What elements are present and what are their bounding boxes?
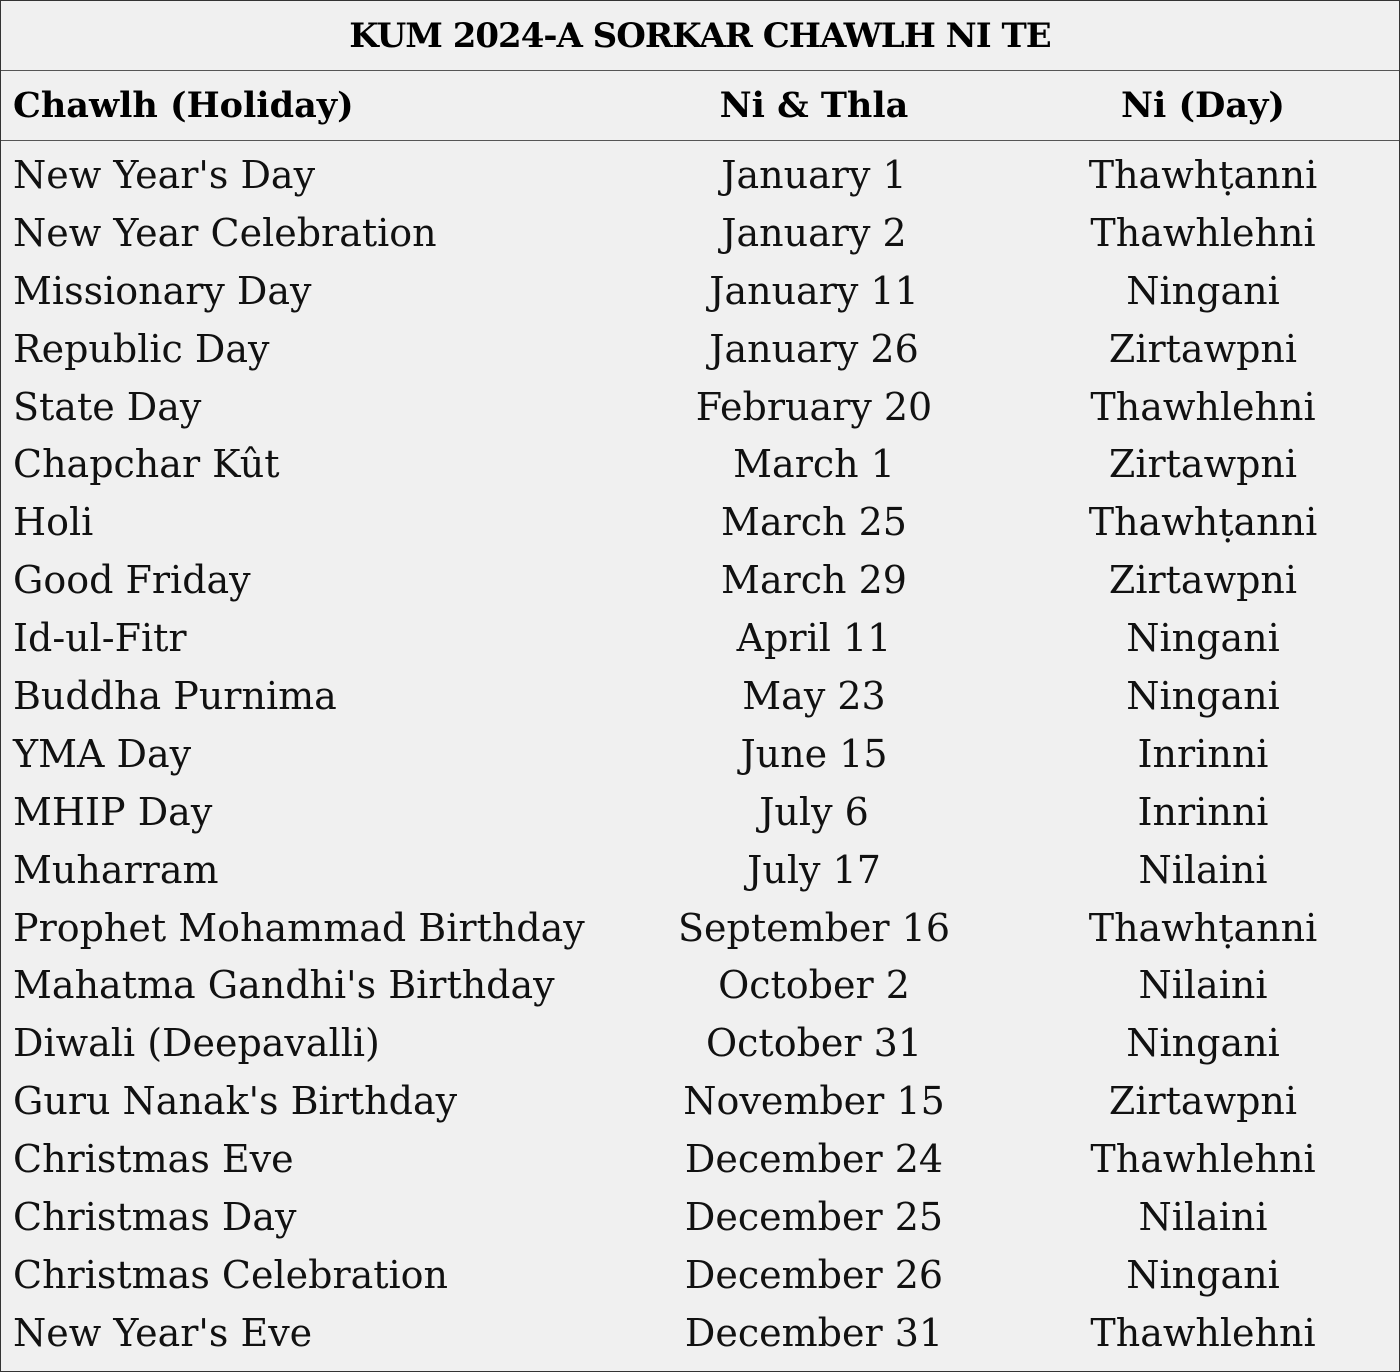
holiday-name: New Year's Day <box>13 152 316 197</box>
table-row <box>1 1072 1399 1130</box>
holiday-name: Good Friday <box>13 558 251 603</box>
holiday-name: Guru Nanak's Birthday <box>13 1079 458 1124</box>
table-row <box>1 956 1399 1014</box>
table-row <box>1 841 1399 899</box>
table-row <box>1 320 1399 378</box>
holiday-date: January 26 <box>709 326 919 371</box>
table-row <box>1 146 1399 204</box>
holiday-name: Muharram <box>13 847 219 892</box>
holiday-date: April 11 <box>736 616 892 661</box>
holiday-day: Thawhlehni <box>1090 1137 1316 1182</box>
table-title: KUM 2024-A SORKAR CHAWLH NI TE <box>349 15 1051 56</box>
table-row <box>1 899 1399 957</box>
holiday-day: Zirtawpni <box>1108 326 1298 371</box>
header-day: Ni (Day) <box>1121 85 1285 126</box>
table-row <box>1 551 1399 609</box>
holiday-date: March 1 <box>733 442 895 487</box>
holiday-name: State Day <box>13 384 202 429</box>
table-row <box>1 378 1399 436</box>
holiday-name: Id-ul-Fitr <box>13 616 187 661</box>
holiday-name: New Year's Eve <box>13 1310 313 1355</box>
holiday-date: June 15 <box>740 731 888 776</box>
table-row <box>1 1246 1399 1304</box>
holiday-date: December 31 <box>684 1310 944 1355</box>
table-row <box>1 1304 1399 1362</box>
table-row <box>1 609 1399 667</box>
holiday-date: December 25 <box>684 1194 944 1239</box>
holiday-day: Zirtawpni <box>1108 558 1298 603</box>
holiday-day: Ningani <box>1126 1021 1280 1066</box>
table-row <box>1 667 1399 725</box>
holiday-date: May 23 <box>742 673 886 718</box>
holiday-name: MHIP Day <box>13 789 213 834</box>
holiday-name: Christmas Celebration <box>13 1252 449 1297</box>
holiday-name: Prophet Mohammad Birthday <box>13 905 585 950</box>
holiday-name: Missionary Day <box>13 268 312 313</box>
holiday-name: Mahatma Gandhi's Birthday <box>13 963 555 1008</box>
table-row <box>1 262 1399 320</box>
holiday-date: January 11 <box>709 268 919 313</box>
holiday-date: July 6 <box>759 789 869 834</box>
holiday-date: October 31 <box>706 1021 922 1066</box>
holiday-day: Inrinni <box>1137 789 1269 834</box>
table-row <box>1 725 1399 783</box>
holiday-day: Ningani <box>1126 268 1280 313</box>
holiday-date: September 16 <box>677 905 951 950</box>
table-row <box>1 493 1399 551</box>
holiday-day: Ningani <box>1126 1252 1280 1297</box>
holiday-day: Zirtawpni <box>1108 442 1298 487</box>
table-header-row <box>1 71 1399 141</box>
holiday-day: Thawhṭanni <box>1088 500 1318 545</box>
holiday-date: February 20 <box>695 384 933 429</box>
table-row <box>1 783 1399 841</box>
table-body <box>1 141 1399 1362</box>
holiday-name: Holi <box>13 500 94 545</box>
holiday-date: July 17 <box>747 847 881 892</box>
holiday-date: January 2 <box>721 210 907 255</box>
holiday-date: December 24 <box>684 1137 944 1182</box>
table-row <box>1 1014 1399 1072</box>
table-row <box>1 435 1399 493</box>
holiday-date: March 25 <box>721 500 907 545</box>
holiday-name: Christmas Eve <box>13 1137 294 1182</box>
holiday-name: Republic Day <box>13 326 270 371</box>
holiday-date: March 29 <box>721 558 907 603</box>
table-title-bar <box>1 1 1399 71</box>
holiday-day: Thawhṭanni <box>1088 152 1318 197</box>
holiday-day: Nilaini <box>1138 963 1268 1008</box>
table-row <box>1 204 1399 262</box>
table-row <box>1 1130 1399 1188</box>
holiday-day: Nilaini <box>1138 1194 1268 1239</box>
holiday-day: Inrinni <box>1137 731 1269 776</box>
holiday-day: Ningani <box>1126 616 1280 661</box>
holiday-name: YMA Day <box>13 731 192 776</box>
holiday-date: October 2 <box>718 963 910 1008</box>
holiday-name: Diwali (Deepavalli) <box>13 1021 380 1066</box>
holiday-day: Thawhlehni <box>1090 384 1316 429</box>
holiday-date: January 1 <box>721 152 907 197</box>
holiday-name: New Year Celebration <box>13 210 437 255</box>
holiday-name: Christmas Day <box>13 1194 297 1239</box>
holiday-date: December 26 <box>684 1252 944 1297</box>
holiday-day: Thawhlehni <box>1090 210 1316 255</box>
holiday-day: Thawhlehni <box>1090 1310 1316 1355</box>
holiday-date: November 15 <box>683 1079 945 1124</box>
holiday-day: Nilaini <box>1138 847 1268 892</box>
table-row <box>1 1188 1399 1246</box>
holiday-name: Chapchar Kût <box>13 442 280 487</box>
holiday-day: Ningani <box>1126 673 1280 718</box>
holiday-day: Zirtawpni <box>1108 1079 1298 1124</box>
holiday-name: Buddha Purnima <box>13 673 337 718</box>
header-date: Ni & Thla <box>719 85 909 126</box>
header-holiday: Chawlh (Holiday) <box>13 85 354 126</box>
holiday-day: Thawhṭanni <box>1088 905 1318 950</box>
